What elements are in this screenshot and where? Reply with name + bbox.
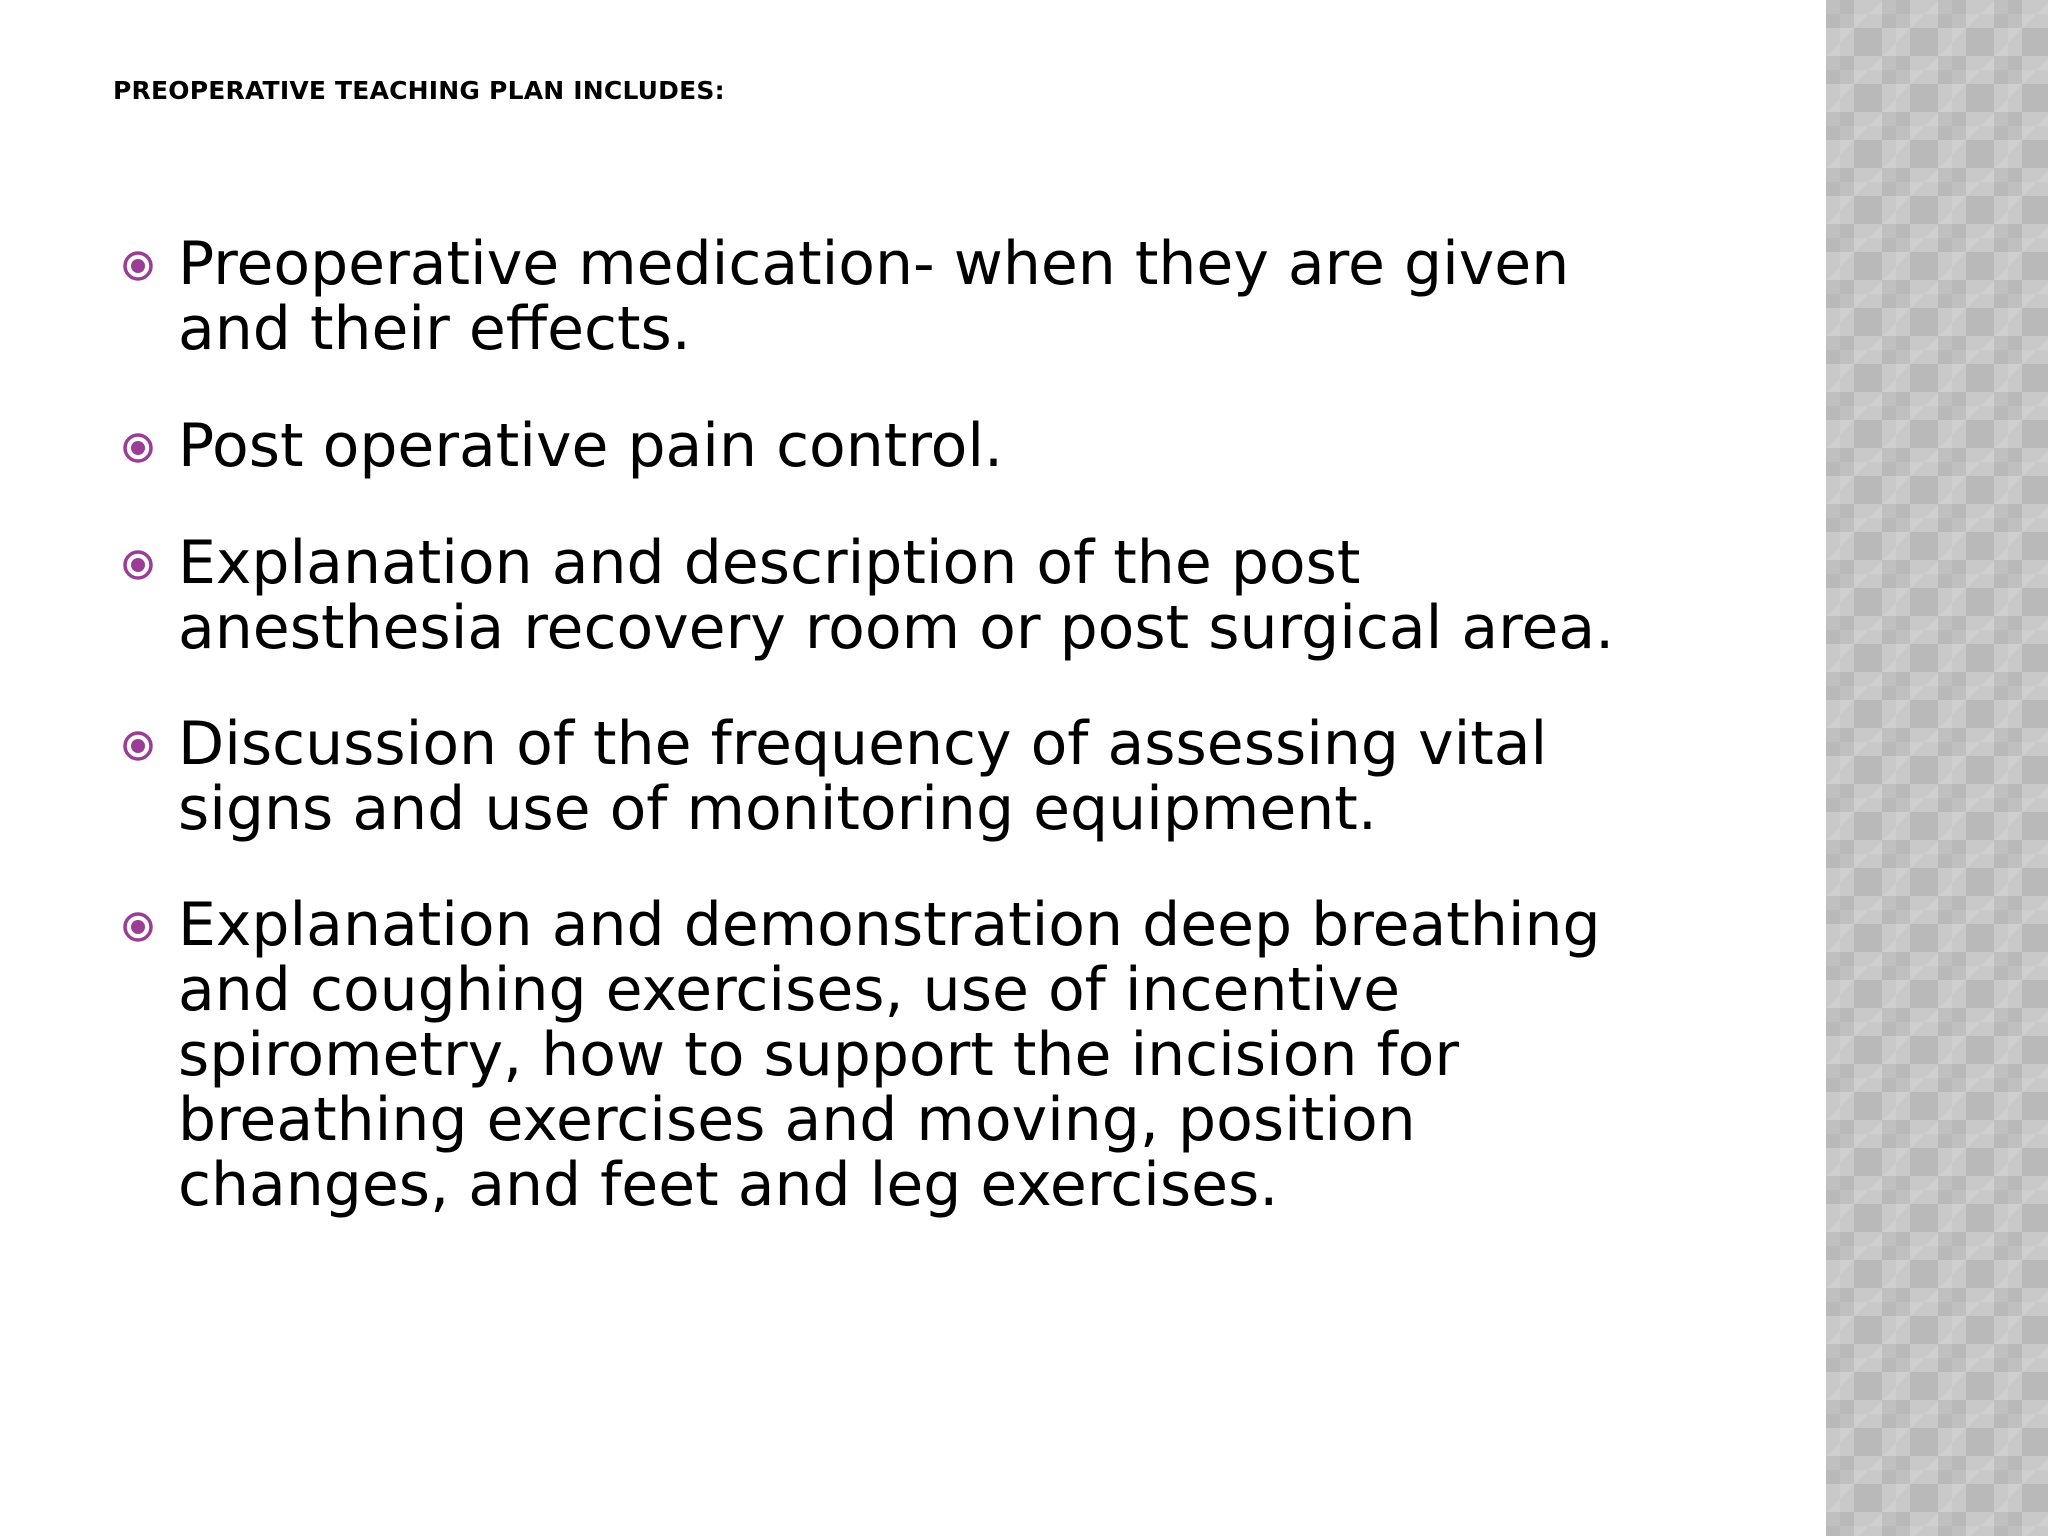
slide-title: PREOPERATIVE TEACHING PLAN INCLUDES: (113, 76, 725, 105)
decorative-side-panel (1826, 0, 2048, 1536)
circle-bullet-icon (122, 911, 154, 943)
circle-bullet-icon (122, 432, 154, 464)
circle-bullet-icon (122, 250, 154, 282)
bullet-text: Post operative pain control. (178, 411, 1004, 481)
circle-bullet-icon (122, 730, 154, 762)
bullet-text: Explanation and demonstration deep breathing and coughing exercises, use of incentive spirometry, how to support the incision for breathing exercises and moving, position changes, and feet and leg exercises. (178, 890, 1601, 1220)
bullet-text: Explanation and description of the post anesthesia recovery room or post surgical area. (178, 528, 1615, 663)
bullet-item (120, 890, 1680, 1220)
bullet-item (120, 229, 1680, 364)
bullet-list (120, 229, 1680, 1270)
bullet-text: Preoperative medication- when they are given and their effects. (178, 229, 1570, 364)
bullet-item (120, 411, 1680, 481)
bullet-item (120, 528, 1680, 663)
bullet-text: Discussion of the frequency of assessing vital signs and use of monitoring equipment. (178, 709, 1548, 844)
circle-bullet-icon (122, 549, 154, 581)
bullet-item (120, 709, 1680, 844)
